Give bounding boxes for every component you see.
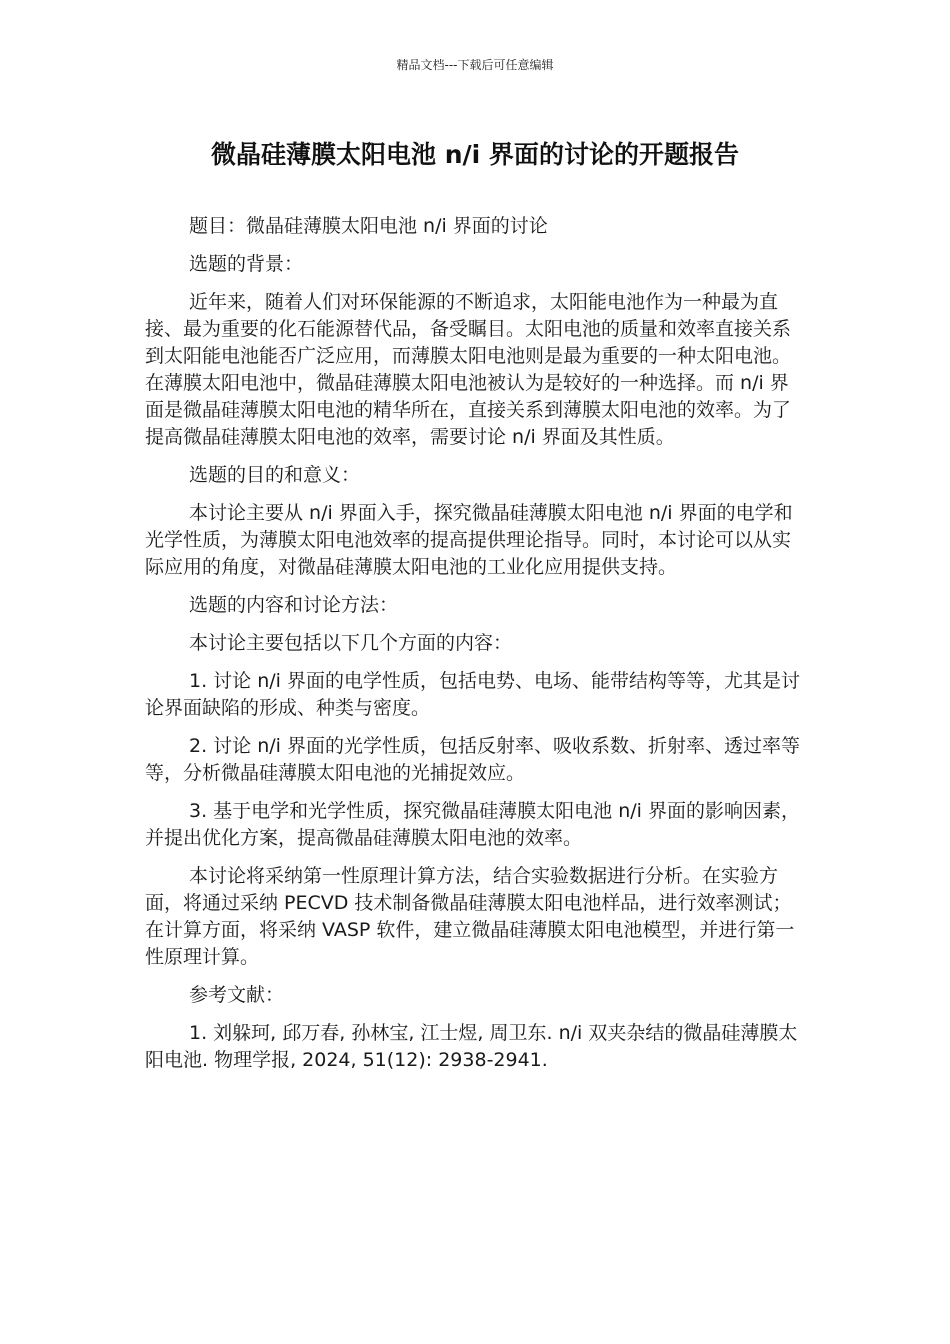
content-item-2: 2. 讨论 n/i 界面的光学性质，包括反射率、吸收系数、折射率、透过率等等，分析微晶硅薄膜太阳电池的光捕捉效应。	[145, 735, 800, 784]
background-heading: 选题的背景：	[189, 253, 304, 275]
reference-item-1: 1. 刘躲珂, 邱万春, 孙林宝, 江士煜, 周卫东. n/i 双夹杂结的微晶硅薄膜太阳电池. 物理学报, 2024, 51(12): 2938-2941.	[145, 1022, 798, 1071]
references-heading: 参考文献：	[189, 984, 285, 1006]
document-title: 微晶硅薄膜太阳电池 n/i 界面的讨论的开题报告	[211, 140, 739, 169]
content-heading: 选题的内容和讨论方法：	[189, 594, 399, 616]
purpose-paragraph: 本讨论主要从 n/i 界面入手，探究微晶硅薄膜太阳电池 n/i 界面的电学和光学性质，为薄膜太阳电池效率的提高提供理论指导。同时，本讨论可以从实际应用的角度，对微晶硅薄膜太阳电池的工业化应用提供支持。	[145, 502, 793, 578]
document-body	[145, 213, 807, 1085]
content-intro: 本讨论主要包括以下几个方面的内容：	[189, 632, 513, 654]
content-item-3: 3. 基于电学和光学性质，探究微晶硅薄膜太阳电池 n/i 界面的影响因素，并提出优化方案，提高微晶硅薄膜太阳电池的效率。	[145, 800, 800, 849]
background-paragraph: 近年来，随着人们对环保能源的不断追求，太阳能电池作为一种最为直接、最为重要的化石能源替代品，备受瞩目。太阳电池的质量和效率直接关系到太阳能电池能否广泛应用，而薄膜太阳电池则是最为重要的一种太阳电池。在薄膜太阳电池中，微晶硅薄膜太阳电池被认为是较好的一种选择。而 n/i 界面是微晶硅薄膜太阳电池的精华所在，直接关系到薄膜太阳电池的效率。为了提高微晶硅薄膜太阳电池的效率，需要讨论 n/i 界面及其性质。	[145, 291, 792, 448]
purpose-heading: 选题的目的和意义：	[189, 464, 361, 486]
header-note: 精品文档---下载后可任意编辑	[396, 58, 554, 72]
method-paragraph: 本讨论将采纳第一性原理计算方法，结合实验数据进行分析。在实验方面，将通过采纳 PECVD 技术制备微晶硅薄膜太阳电池样品，进行效率测试；在计算方面，将采纳 VASP 软件，建立微晶硅薄膜太阳电池模型，并进行第一性原理计算。	[145, 865, 795, 968]
topic-line: 题目：微晶硅薄膜太阳电池 n/i 界面的讨论	[189, 215, 548, 237]
content-item-1: 1. 讨论 n/i 界面的电学性质，包括电势、电场、能带结构等等，尤其是讨论界面缺陷的形成、种类与密度。	[145, 670, 800, 719]
